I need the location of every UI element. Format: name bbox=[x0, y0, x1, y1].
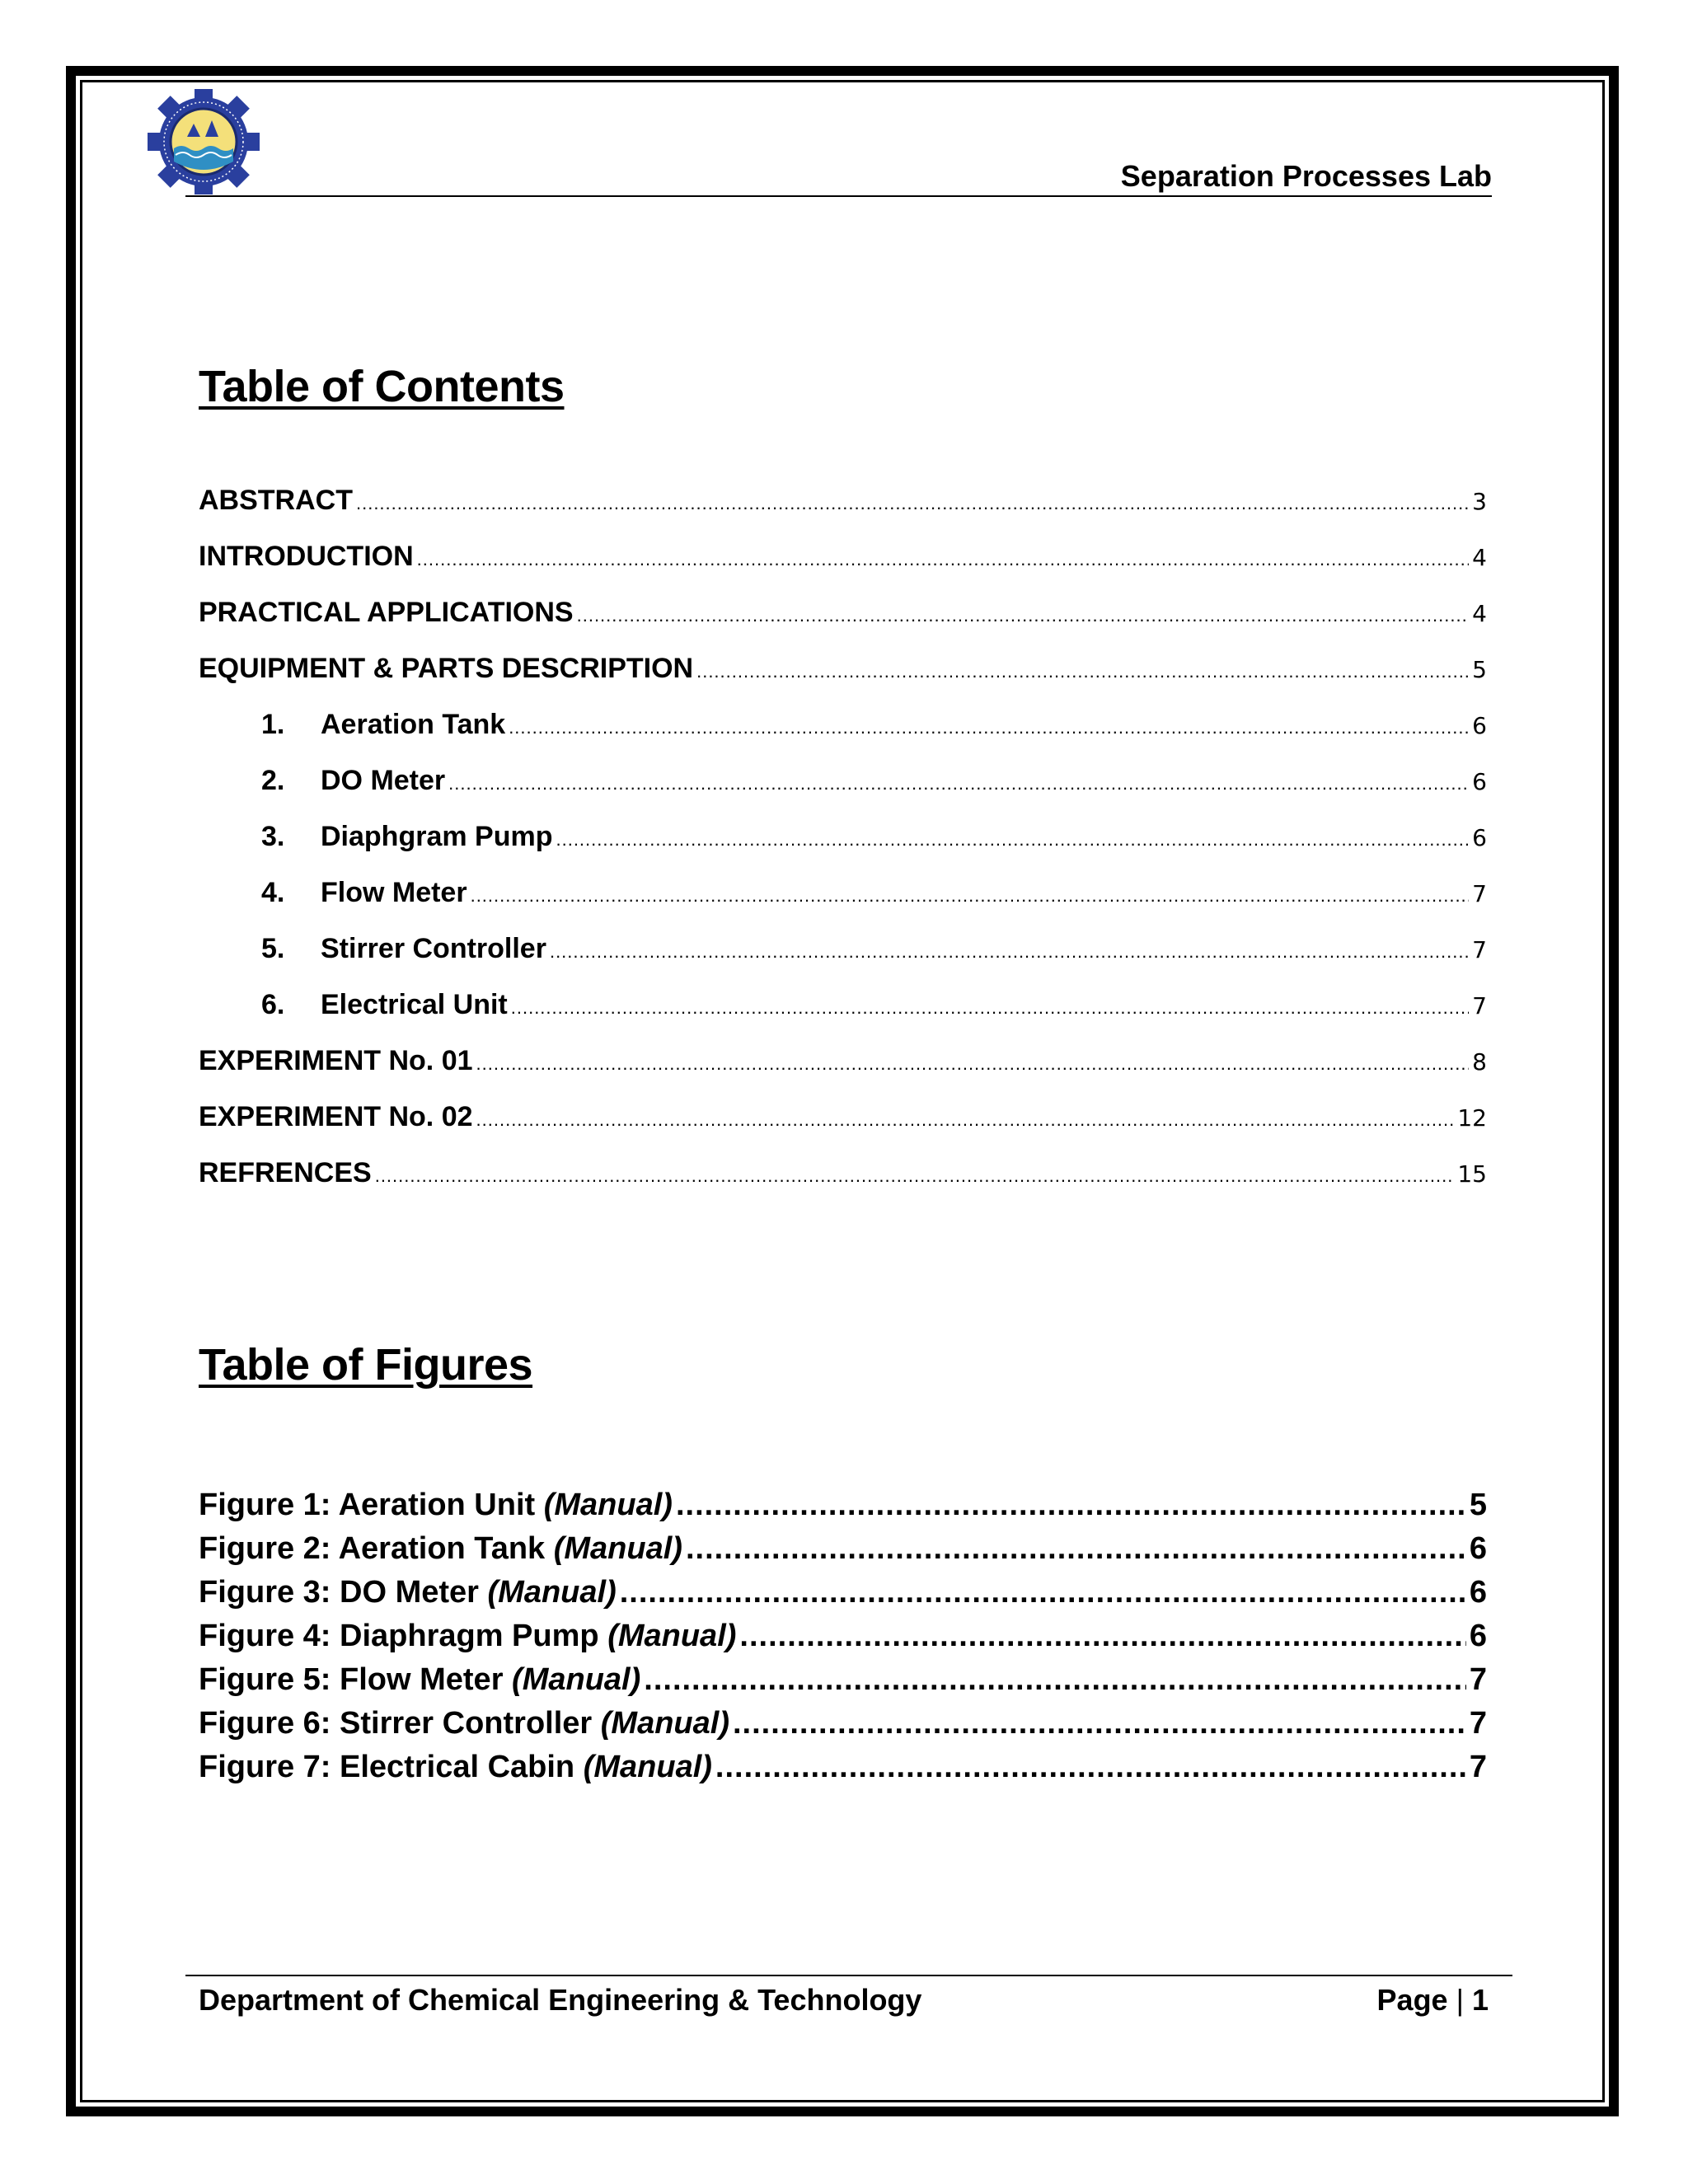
toc-entry-label bbox=[199, 989, 508, 1021]
dot-leader bbox=[556, 829, 1469, 851]
figure-entry-title: Figure 1: Aeration Unit bbox=[199, 1488, 536, 1522]
toc-entry-introduction[interactable] bbox=[199, 541, 1487, 577]
dot-leader bbox=[448, 773, 1469, 794]
toc-entry-flow-meter[interactable] bbox=[199, 877, 1487, 913]
dot-leader bbox=[550, 941, 1469, 963]
dot-leader bbox=[471, 885, 1470, 907]
figure-entry-note: (Manual) bbox=[487, 1575, 617, 1610]
toc-entry-page: 7 bbox=[1472, 880, 1487, 907]
footer-page-label: Page bbox=[1376, 1983, 1448, 2017]
figure-entry[interactable] bbox=[199, 1750, 1487, 1793]
footer-separator: | bbox=[1456, 1983, 1464, 2017]
figure-entry-label bbox=[199, 1575, 617, 1610]
figure-entry-page: 6 bbox=[1469, 1531, 1487, 1566]
header-divider bbox=[185, 195, 1492, 197]
toc-entry-text: Flow Meter bbox=[321, 877, 467, 908]
toc-entry-label: EXPERIMENT No. 01 bbox=[199, 1045, 473, 1076]
toc-entry-practical-applications[interactable] bbox=[199, 597, 1487, 633]
toc-entry-page: 6 bbox=[1472, 768, 1487, 795]
figure-entry[interactable] bbox=[199, 1662, 1487, 1705]
toc-entry-refrences[interactable] bbox=[199, 1157, 1487, 1193]
figure-entry[interactable] bbox=[199, 1575, 1487, 1618]
dot-leader bbox=[739, 1619, 1465, 1654]
figure-entry-label bbox=[199, 1531, 682, 1567]
toc-entry-text: Diaphgram Pump bbox=[321, 821, 553, 852]
figure-entry-page: 7 bbox=[1469, 1706, 1487, 1741]
footer-page-number: 1 bbox=[1471, 1983, 1489, 2017]
toc-entry-label bbox=[199, 765, 445, 797]
toc-entry-diaphgram-pump[interactable] bbox=[199, 821, 1487, 857]
figure-entry-page: 7 bbox=[1469, 1750, 1487, 1784]
figure-entry-label bbox=[199, 1750, 712, 1785]
toc-entry-label bbox=[199, 877, 467, 909]
toc-entry-aeration-tank[interactable] bbox=[199, 709, 1487, 745]
figure-entry-label bbox=[199, 1488, 673, 1523]
figure-entry-page: 7 bbox=[1469, 1662, 1487, 1697]
university-gear-logo-icon bbox=[142, 89, 265, 194]
toc-entry-text: Aeration Tank bbox=[321, 709, 506, 740]
figure-entry-title: Figure 4: Diaphragm Pump bbox=[199, 1619, 599, 1653]
toc-entry-abstract[interactable] bbox=[199, 485, 1487, 521]
figure-entry[interactable] bbox=[199, 1488, 1487, 1530]
figure-entry-page: 5 bbox=[1469, 1488, 1487, 1522]
dot-leader bbox=[686, 1531, 1466, 1567]
toc-entry-number: 2. bbox=[261, 765, 285, 796]
dot-leader bbox=[417, 549, 1470, 570]
toc-entry-label: EXPERIMENT No. 02 bbox=[199, 1101, 473, 1132]
toc-entry-number: 5. bbox=[261, 933, 285, 964]
figure-entry[interactable] bbox=[199, 1531, 1487, 1574]
toc-entry-stirrer-controller[interactable] bbox=[199, 933, 1487, 969]
dot-leader bbox=[676, 1488, 1466, 1523]
toc-entry-page: 6 bbox=[1472, 824, 1487, 851]
toc-entry-page: 3 bbox=[1472, 488, 1487, 515]
figure-entry-note: (Manual) bbox=[600, 1706, 729, 1741]
figure-entry-title: Figure 3: DO Meter bbox=[199, 1575, 479, 1610]
toc-entry-page: 4 bbox=[1472, 544, 1487, 571]
figure-entry-label bbox=[199, 1662, 640, 1698]
figure-entry-note: (Manual) bbox=[512, 1662, 641, 1697]
figure-entry-page: 6 bbox=[1469, 1619, 1487, 1653]
toc-entry-do-meter[interactable] bbox=[199, 765, 1487, 801]
figure-entry-title: Figure 5: Flow Meter bbox=[199, 1662, 504, 1697]
dot-leader bbox=[375, 1165, 1455, 1187]
toc-entry-page: 7 bbox=[1472, 992, 1487, 1019]
toc-entry-number: 6. bbox=[261, 989, 285, 1020]
figure-entry-title: Figure 6: Stirrer Controller bbox=[199, 1706, 593, 1741]
figure-entry-label bbox=[199, 1706, 729, 1741]
dot-leader bbox=[476, 1109, 1455, 1131]
dot-leader bbox=[715, 1750, 1466, 1785]
footer-page-indicator bbox=[1377, 1983, 1489, 2018]
dot-leader bbox=[476, 1053, 1470, 1075]
toc-entry-page: 6 bbox=[1472, 712, 1487, 739]
toc-entry-label: ABSTRACT bbox=[199, 485, 353, 516]
figure-entry[interactable] bbox=[199, 1619, 1487, 1661]
toc-entry-page: 8 bbox=[1472, 1048, 1487, 1076]
toc-entry-experiment-02[interactable] bbox=[199, 1101, 1487, 1137]
dot-leader bbox=[509, 717, 1469, 738]
toc-entry-number: 3. bbox=[261, 821, 285, 852]
dot-leader bbox=[696, 661, 1469, 682]
toc-entry-experiment-01[interactable] bbox=[199, 1045, 1487, 1081]
toc-entry-text: Stirrer Controller bbox=[321, 933, 546, 964]
footer-department: Department of Chemical Engineering & Technology bbox=[199, 1983, 922, 2017]
figure-entry-page: 6 bbox=[1469, 1575, 1487, 1610]
toc-entry-text: Electrical Unit bbox=[321, 989, 508, 1020]
footer-divider bbox=[185, 1975, 1512, 1976]
toc-entry-label: REFRENCES bbox=[199, 1157, 372, 1188]
toc-entry-label: PRACTICAL APPLICATIONS bbox=[199, 597, 574, 628]
dot-leader bbox=[511, 997, 1469, 1019]
toc-entry-page: 15 bbox=[1457, 1160, 1487, 1188]
toc-entry-electrical-unit[interactable] bbox=[199, 989, 1487, 1025]
toc-entry-number: 1. bbox=[261, 709, 285, 740]
figure-entry-label bbox=[199, 1619, 736, 1654]
toc-entry-page: 4 bbox=[1472, 600, 1487, 627]
toc-entry-label bbox=[199, 821, 552, 853]
toc-entry-page: 12 bbox=[1457, 1104, 1487, 1132]
figure-entry-note: (Manual) bbox=[607, 1619, 737, 1653]
toc-entry-equipment[interactable] bbox=[199, 653, 1487, 689]
figure-entry[interactable] bbox=[199, 1706, 1487, 1749]
toc-entry-label: INTRODUCTION bbox=[199, 541, 414, 572]
figure-entry-note: (Manual) bbox=[583, 1750, 712, 1784]
toc-entry-text: DO Meter bbox=[321, 765, 446, 796]
toc-entry-page: 7 bbox=[1472, 936, 1487, 963]
figure-entry-title: Figure 2: Aeration Tank bbox=[199, 1531, 546, 1566]
figure-entry-note: (Manual) bbox=[553, 1531, 682, 1566]
figures-heading: Table of Figures bbox=[199, 1340, 533, 1390]
toc-entry-number: 4. bbox=[261, 877, 285, 908]
dot-leader bbox=[644, 1662, 1466, 1698]
toc-heading: Table of Contents bbox=[199, 362, 565, 411]
dot-leader bbox=[733, 1706, 1466, 1741]
dot-leader bbox=[356, 493, 1469, 514]
header-title: Separation Processes Lab bbox=[1120, 159, 1492, 193]
toc-entry-page: 5 bbox=[1472, 656, 1487, 683]
figure-entry-title: Figure 7: Electrical Cabin bbox=[199, 1750, 575, 1784]
toc-entry-label: EQUIPMENT & PARTS DESCRIPTION bbox=[199, 653, 694, 684]
dot-leader bbox=[577, 605, 1470, 626]
figure-entry-note: (Manual) bbox=[543, 1488, 673, 1522]
toc-entry-label bbox=[199, 709, 505, 741]
toc-entry-label bbox=[199, 933, 546, 965]
dot-leader bbox=[620, 1575, 1466, 1610]
